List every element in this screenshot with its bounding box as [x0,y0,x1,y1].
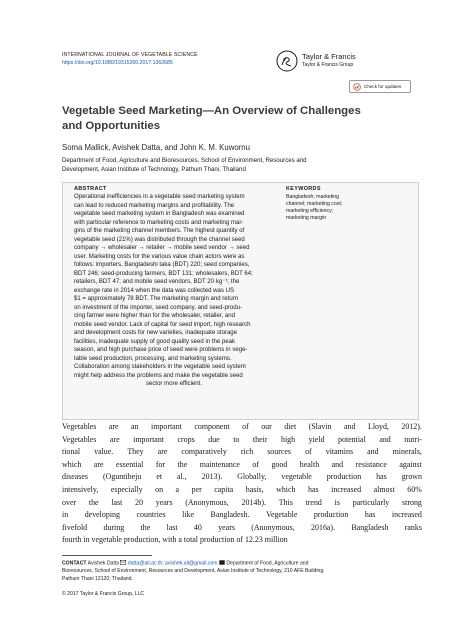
body-word: et [156,472,163,482]
body-line [62,509,422,522]
body-word: grown [401,472,422,482]
abstract-line: Operational inefficiencies in a vegetable seed marketing system [74,194,245,200]
body-word: the [88,497,99,507]
body-word: important [133,434,164,444]
body-word: maintenance [199,459,240,469]
body-word: a [175,484,180,494]
body-word: (Oguntibeju [102,472,142,482]
abstract-line: gins of the marketing channel members. The highest quantity of [74,228,245,234]
body-word: of [252,459,259,469]
email-separator: ; [162,560,164,567]
body-word: resistance [355,459,387,469]
abstract-line: retailers, BDT 47; and mobile seed vendors, BDT 20·kg⁻¹; the [74,279,240,285]
body-word: (Slavin [308,422,332,431]
body-word: our [261,422,272,431]
body-word: are [93,459,104,469]
body-word: of [305,447,312,457]
body-word: Globally, [237,472,267,482]
abstract-line: $1 = approximately 78 BDT. The marketing margin and return [74,296,239,302]
body-word: has [308,484,319,494]
body-word: potential [338,434,366,444]
body-word: crops [177,434,195,444]
body-word: and [367,447,379,457]
body-word: good [271,459,288,469]
body-paragraph [62,421,422,547]
body-word: particularly [352,497,390,507]
body-word: to [233,434,240,444]
body-word: during [103,522,125,532]
body-word: high [280,434,296,444]
abstract-line: vegetable seed marketing system in Bangladesh was examined [74,211,245,217]
body-word: increased [391,510,422,520]
body-word: which [276,484,296,494]
abstract-line: table seed production, processing, and marketing systems. [74,355,232,362]
body-word: their [252,434,268,444]
body-word: fivefold [62,522,88,532]
body-word: comparatively [181,447,227,457]
contact-footnote [62,560,422,583]
body-word: like [182,510,195,520]
body-word: Bangladesh. [210,510,250,520]
body-word: especially [110,484,143,494]
keyword-line: marketing efficiency; [286,208,334,214]
body-word: 2016a). [311,522,336,532]
body-word: against [399,459,422,469]
abstract-line: might help address the problems and make the vegetable seed [74,372,243,379]
body-word: developing [84,510,120,520]
author-list: Soma Mallick, Avishek Datta, and John K. M. Kuwornu [62,143,250,152]
body-word: last [166,522,178,532]
body-word: vegetable [281,472,312,482]
contact-line [62,560,422,568]
body-line [62,434,422,447]
check-for-updates-button[interactable] [349,80,411,93]
body-word: 60% [407,484,422,494]
address-start: Department of Food, Agriculture and [226,560,309,567]
body-word: and [331,459,344,469]
body-word: yield [308,434,325,444]
body-word: 2013). [201,472,223,482]
abstract-line: exchange rate in 2014 when the data was collected was US [74,287,235,294]
body-word: almost [373,484,395,494]
abstract-line: sector more efficient. [145,381,202,387]
body-line [62,421,422,434]
body-word: (Anonymous, [251,522,295,532]
body-word: the [177,459,188,469]
body-word: diet [284,422,297,431]
body-word: 20 [135,497,144,507]
body-word: last [111,497,123,507]
body-word: capita [214,484,234,494]
body-word: years [155,497,173,507]
body-word: Vegetables [62,422,97,431]
body-word: 2014b). [241,497,266,507]
body-word: over [62,497,77,507]
body-word: is [334,497,340,507]
abstract-line: season, and high purchase price of seed were problems in vege- [74,347,248,353]
body-line: fourth in vegetable production, with a total production of 12.23 million [62,535,288,545]
contact-label: CONTACT [62,560,87,567]
body-line [62,497,422,510]
affiliation-line: Development, Asian Institute of Technology, Pathum Thani, Thailand [62,165,246,173]
abstract-line: company → wholesaler → retailer → mobile seed vendor → seed [74,245,250,251]
affiliation [62,157,422,174]
abstract-text [74,193,274,389]
body-word: Lloyd, [367,422,389,431]
body-line [62,471,422,484]
body-word: for [155,459,166,469]
journal-name: INTERNATIONAL JOURNAL OF VEGETABLE SCIENCE [62,52,198,58]
body-word: Vegetable [266,510,298,520]
abstract-line: can lead to reduced marketing margins and profitability. The [74,202,235,209]
abstract-line: facilities, inadequate supply of good quality seed in the peak [74,338,236,345]
abstract-line: cing farmer were higher than for the wholesaler, retailer, and [74,313,236,319]
check-updates-label: Check for updates [364,84,402,89]
contact-line: Pathum Thani 12120, Thailand. [62,575,133,582]
body-word: component [194,422,230,431]
body-line [62,446,422,459]
body-word: basis, [245,484,264,494]
body-word: and [379,434,391,444]
keywords-list [286,194,416,222]
article-title [62,104,422,133]
body-word: rich [240,447,254,457]
footnote-rule [62,555,152,556]
body-word: sources [267,447,292,457]
abstract-line: follows: importers, Bangladeshi taka (BDT) 220; seed companies, [74,262,250,268]
email-icon [120,560,126,565]
body-word: are [157,447,168,457]
publisher-group: Taylor & Francis Group [302,62,354,68]
body-line [62,484,422,497]
taylor-francis-logo-icon [276,50,298,72]
keywords-heading: KEYWORDS [286,186,321,192]
body-word: due [208,434,220,444]
body-word: This [278,497,293,507]
keyword-line: marketing margin [286,215,327,221]
abstract-line: mobile seed vendor. Lack of capital for seed import, high research [74,321,251,328]
abstract-line: with particular reference to marketing costs and marketing mar- [74,219,244,226]
body-word: production [326,472,362,482]
body-word: increased [331,484,362,494]
body-word: They [127,447,144,457]
body-word: has [364,510,376,520]
abstract-heading: ABSTRACT [74,186,107,192]
title-line: and Opportunities [62,119,161,132]
body-word: vitamins [325,447,354,457]
contact-line: Bioresources, School of Environment, Resources and Development, Asian Institute of Technology, 210 AFE Building, [62,568,325,575]
body-word: al., [177,472,187,482]
contact-name: Avishek Datta [87,560,120,567]
body-line [62,522,422,535]
body-word: nutri- [404,434,422,444]
body-word: value. [94,447,114,457]
keyword-line: channel; marketing cost; [286,201,343,207]
body-word: of [242,422,249,431]
body-word: 40 [193,522,202,532]
title-line: Vegetable Seed Marketing—An Overview of Challenges [62,105,361,117]
affiliation-line: Department of Food, Agriculture and Bioresources, School of Environment, Resources and [62,157,307,164]
abstract-line: and development costs for new varieties, inadequate storage [74,330,238,336]
body-word: 2012). [401,422,422,431]
body-word: minerals, [392,447,422,457]
body-word: which [62,459,82,469]
body-word: Bangladesh [351,522,389,532]
body-word: trend [305,497,322,507]
body-word: ranks [404,522,422,532]
abstract-line: BDT 246; seed-producing farmers, BDT 131; wholesalers, BDT 64; [74,270,253,277]
body-word: important [151,422,182,431]
check-updates-icon [353,83,361,91]
body-word: diseases [62,472,89,482]
body-word: health [299,459,320,469]
body-word: are [109,434,120,444]
email-link[interactable]: avishek.ait@gmail.com [165,560,218,567]
body-word: on [155,484,164,494]
body-word: in [62,510,69,520]
copyright-notice: © 2017 Taylor & Francis Group, LLC [62,591,145,597]
body-word: tional [62,447,81,457]
keyword-line: Bangladesh; marketing [286,194,340,200]
abstract-line: Collaboration among stakeholders in the vegetable seed system [74,364,246,370]
abstract-line: vegetable seed (21%) was distributed through the channel seed [74,236,245,243]
body-word: the [140,522,151,532]
body-line [62,459,422,472]
doi-link[interactable]: https://doi.org/10.1080/19315260.2017.1362685 [62,60,173,66]
body-word: strong [402,497,422,507]
body-word: has [376,472,387,482]
body-word: (Anonymous, [185,497,229,507]
publisher-name: Taylor & Francis [302,52,356,61]
abstract-line: on investment of the importer, seed company, and seed-produ- [74,304,242,311]
body-word: essential [116,459,144,469]
body-word: countries [136,510,166,520]
body-word: are [108,422,119,431]
abstract-line: user. Marketing costs for the various value chain actors were as [74,253,245,260]
body-word: an [131,422,139,431]
body-word: Vegetables [62,434,97,444]
body-word: production [313,510,349,520]
address-icon [219,560,225,565]
body-word: years [218,522,235,532]
body-word: per [191,484,202,494]
email-link[interactable]: datta@ait.ac.th [127,560,163,567]
body-word: and [344,422,356,431]
body-word: intensively, [62,484,99,494]
